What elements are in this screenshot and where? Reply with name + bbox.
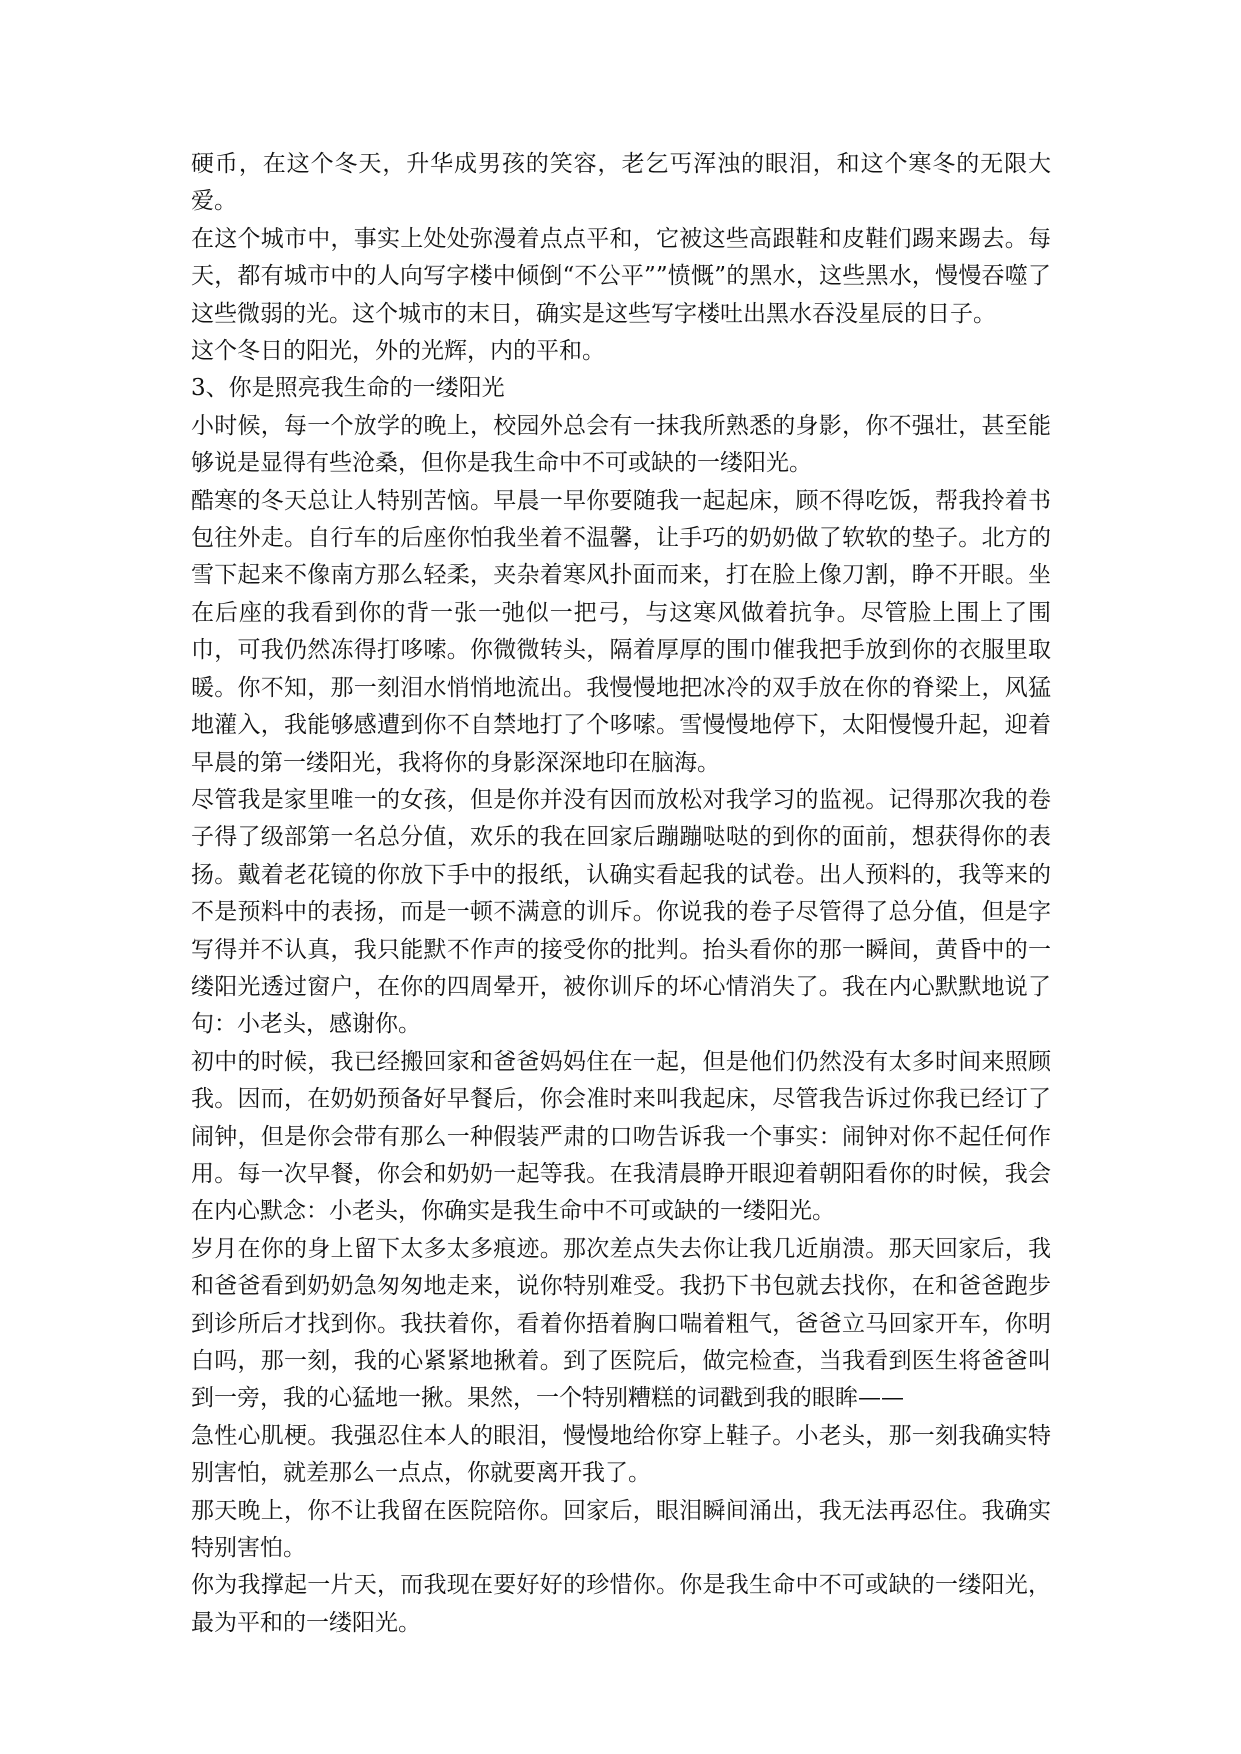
- paragraph-coin-winter: 硬币，在这个冬天，升华成男孩的笑容，老乞丐浑浊的眼泪，和这个寒冬的无限大爱。: [191, 151, 1051, 215]
- paragraph-hospital: 岁月在你的身上留下太多太多痕迹。那次差点失去你让我几近崩溃。那天回家后，我和爸爸看到奶奶急匆匆地走来，说你特别难受。我扔下书包就去找你，在和爸爸跑步到诊所后才找到你。我扶着你，看着你捂着胸口喘着粗气，爸爸立马回家开车，你明白吗，那一刻，我的心紧紧地揪着。到了医院后，做完检查，当我看到医生将爸爸叫到一旁，我的心猛地一揪。果然，一个特别糟糕的词戳到我的眼眸——: [191, 1235, 1051, 1412]
- paragraph-cold-winter: 酷寒的冬天总让人特别苦恼。早晨一早你要随我一起起床，顾不得吃饭，帮我拎着书包往外走。自行车的后座你怕我坐着不温馨，让手巧的奶奶做了软软的垫子。北方的雪下起来不像南方那么轻柔，夹杂着寒风扑面而来，打在脸上像刀割，睁不开眼。坐在后座的我看到你的背一张一弛似一把弓，与这寒风做着抗争。尽管脸上围上了围巾，可我仍然冻得打哆嗦。你微微转头，隔着厚厚的围巾催我把手放到你的衣服里取暖。你不知，那一刻泪水悄悄地流出。我慢慢地把冰冷的双手放在你的脊梁上，风猛地灌入，我能够感遭到你不自禁地打了个哆嗦。雪慢慢地停下，太阳慢慢升起，迎着早晨的第一缕阳光，我将你的身影深深地印在脑海。: [191, 487, 1051, 776]
- section-heading: 3、你是照亮我生命的一缕阳光: [191, 375, 505, 402]
- paragraph-winter-sunlight: 这个冬日的阳光，外的光辉，内的平和。: [191, 338, 605, 365]
- paragraph-that-night: 那天晚上，你不让我留在医院陪你。回家后，眼泪瞬间涌出，我无法再忍住。我确实特别害怕。: [191, 1497, 1051, 1562]
- paragraph-childhood: 小时候，每一个放学的晚上，校园外总会有一抹我所熟悉的身影，你不强壮，甚至能够说是显得有些沧桑，但你是我生命中不可或缺的一缕阳光。: [191, 412, 1051, 477]
- paragraph-exam: 尽管我是家里唯一的女孩，但是你并没有因而放松对我学习的监视。记得那次我的卷子得了级部第一名总分值，欢乐的我在回家后蹦蹦哒哒的到你的面前，想获得你的表扬。戴着老花镜的你放下手中的报纸，认确实看起我的试卷。出人预料的，我等来的不是预料中的表扬，而是一顿不满意的训斥。你说我的卷子尽管得了总分值，但是字写得并不认真，我只能默不作声的接受你的批判。抬头看你的那一瞬间，黄昏中的一缕阳光透过窗户，在你的四周晕开，被你训斥的坏心情消失了。我在内心默默地说了句：小老头，感谢你。: [191, 786, 1051, 1038]
- document-page: [191, 146, 1051, 1642]
- paragraph-heart-attack: 急性心肌梗。我强忍住本人的眼泪，慢慢地给你穿上鞋子。小老头，那一刻我确实特别害怕，就差那么一点点，你就要离开我了。: [191, 1422, 1051, 1487]
- paragraph-city-peace: 在这个城市中，事实上处处弥漫着点点平和，它被这些高跟鞋和皮鞋们踢来踢去。每天，都有城市中的人向写字楼中倾倒“不公平””愤慨”的黑水，这些黑水，慢慢吞噬了这些微弱的光。这个城市的末日，确实是这些写字楼吐出黑水吞没星辰的日子。: [191, 225, 1051, 327]
- paragraph-closing: 你为我撑起一片天，而我现在要好好的珍惜你。你是我生命中不可或缺的一缕阳光，最为平和的一缕阳光。: [191, 1572, 1051, 1636]
- paragraph-middle-school: 初中的时候，我已经搬回家和爸爸妈妈住在一起，但是他们仍然没有太多时间来照顾我。因而，在奶奶预备好早餐后，你会准时来叫我起床，尽管我告诉过你我已经订了闹钟，但是你会带有那么一种假装严肃的口吻告诉我一个事实：闹钟对你不起任何作用。每一次早餐，你会和奶奶一起等我。在我清晨睁开眼迎着朝阳看你的时候，我会在内心默念：小老头，你确实是我生命中不可或缺的一缕阳光。: [191, 1048, 1051, 1225]
